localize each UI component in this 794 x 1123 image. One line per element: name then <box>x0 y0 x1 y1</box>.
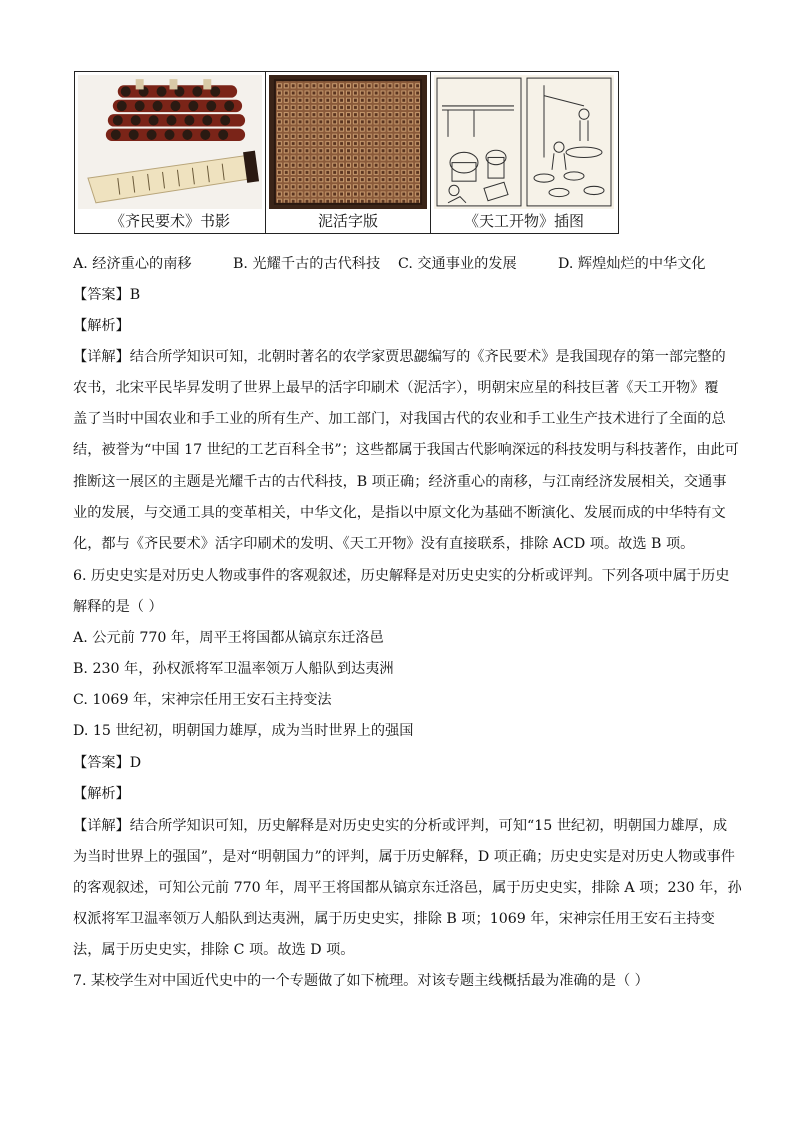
figure-qimin-yaoshu <box>75 72 266 233</box>
q6-option-c: C. 1069 年，宋神宗任用王安石主持变法 <box>73 692 332 708</box>
q5-detail-line: 结，被誉为“中国 17 世纪的工艺百科全书”；这些都属于我国古代影响深远的科技发明与科技著作，由此可 <box>73 442 739 458</box>
qimin-yaoshu-image <box>78 75 262 209</box>
q6-detail-line: 【详解】结合所学知识可知，历史解释是对历史史实的分析或评判，可知“15 世纪初，明朝国力雄厚，成 <box>73 818 728 834</box>
q5-option-b: B. 光耀千古的古代科技 <box>233 256 381 272</box>
q6-detail-line: 为当时世界上的强国”，是对“明朝国力”的评判，属于历史解释，D 项正确；历史史实是对历史人物或事件 <box>73 849 735 865</box>
q6-option-b: B. 230 年，孙权派将军卫温率领万人船队到达夷洲 <box>73 661 394 677</box>
q5-answer: 【答案】B <box>73 287 141 303</box>
q5-detail-line: 推断这一展区的主题是光耀千古的古代科技，B 项正确；经济重心的南移，与江南经济发展相关，交通事 <box>73 474 727 490</box>
figure-caption-1: 《齐民要术》书影 <box>109 212 230 230</box>
q5-detail-line: 【详解】结合所学知识可知，北朝时著名的农学家贾思勰编写的《齐民要术》是我国现存的第一部完整的 <box>73 349 726 365</box>
q6-option-d: D. 15 世纪初，明朝国力雄厚，成为当时世界上的强国 <box>73 723 414 739</box>
q5-analysis-label: 【解析】 <box>73 318 130 334</box>
q6-stem-line: 解释的是（ ） <box>73 599 163 615</box>
q6-detail-line: 的客观叙述，可知公元前 770 年，周平王将国都从镐京东迁洛邑，属于历史史实，排除 A 项；230 年，孙 <box>73 880 742 896</box>
clay-type-plate-image <box>269 75 427 209</box>
figure-tiangong-kaiwu <box>431 72 617 233</box>
figure-clay-type <box>266 72 431 233</box>
q5-option-c: C. 交通事业的发展 <box>398 256 517 272</box>
q5-detail-line: 农书，北宋平民毕昇发明了世界上最早的活字印刷术（泥活字），明朝宋应星的科技巨著《天工开物》覆 <box>73 380 719 396</box>
figure-caption-3: 《天工开物》插图 <box>463 212 584 230</box>
q6-analysis-label: 【解析】 <box>73 786 130 802</box>
q6-detail-line: 权派将军卫温率领万人船队到达夷洲，属于历史史实，排除 B 项；1069 年，宋神宗任用王安石主持变 <box>73 911 715 927</box>
q5-option-d: D. 辉煌灿烂的中华文化 <box>558 256 706 272</box>
figure-caption-2: 泥活字版 <box>317 212 378 230</box>
q7-stem: 7. 某校学生对中国近代史中的一个专题做了如下梳理。对该专题主线概括最为准确的是（ ） <box>73 973 649 989</box>
q6-stem-line: 6. 历史史实是对历史人物或事件的客观叙述，历史解释是对历史史实的分析或评判。下列各项中属于历史 <box>73 568 730 584</box>
tiangong-kaiwu-illustration <box>434 75 614 209</box>
q5-detail-line: 化，都与《齐民要术》活字印刷术的发明、《天工开物》没有直接联系，排除 ACD 项。故选 B 项。 <box>73 536 695 552</box>
q6-answer: 【答案】D <box>73 755 142 771</box>
q5-option-a: A. 经济重心的南移 <box>73 256 192 272</box>
figure-table <box>74 71 619 234</box>
q6-detail-line: 法，属于历史史实，排除 C 项。故选 D 项。 <box>73 942 355 958</box>
q6-option-a: A. 公元前 770 年，周平王将国都从镐京东迁洛邑 <box>73 630 384 646</box>
q5-detail-line: 盖了当时中国农业和手工业的所有生产、加工部门，对我国古代的农业和手工业生产技术进行了全面的总 <box>73 411 726 427</box>
q5-detail-line: 业的发展，与交通工具的变革相关，中华文化，是指以中原文化为基础不断演化、发展而成的中华特有文 <box>73 505 726 521</box>
